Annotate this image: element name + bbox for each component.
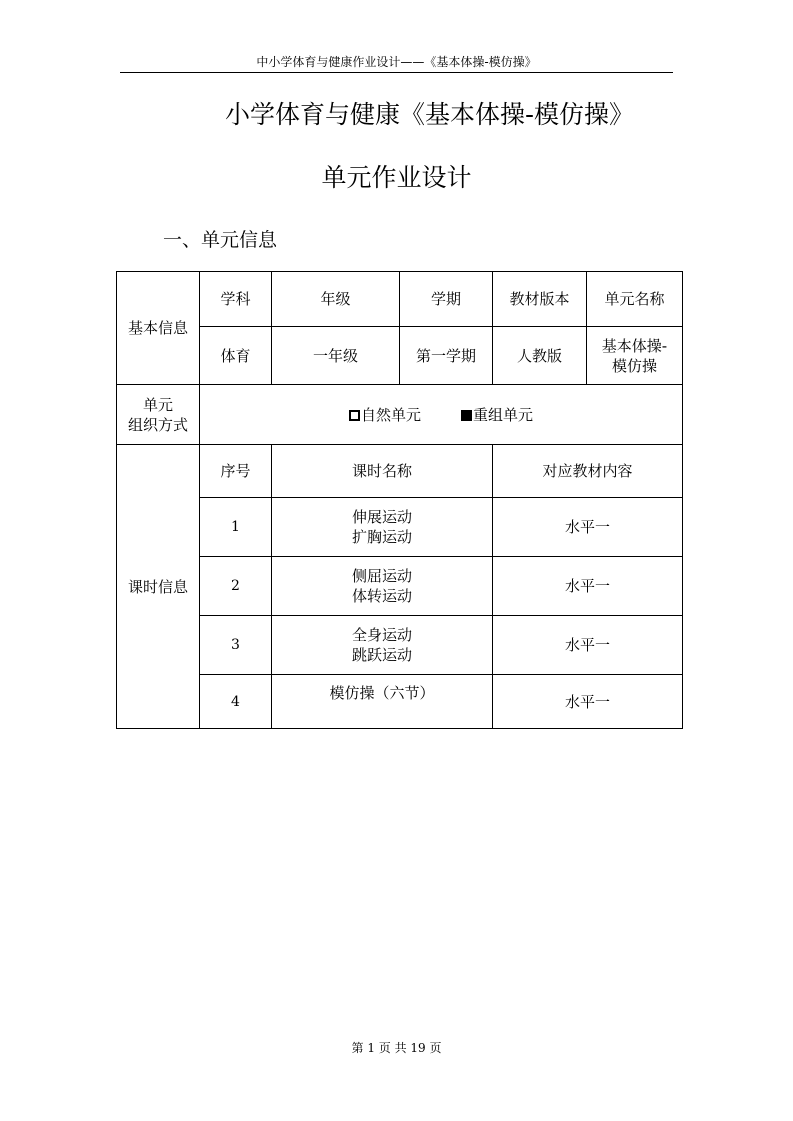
- unit-name-line: 基本体操-: [601, 336, 668, 355]
- empty-checkbox-icon: [349, 410, 360, 421]
- lesson-no: 2: [200, 557, 272, 616]
- lesson-name: [272, 616, 493, 675]
- org-option-label: 自然单元: [360, 405, 421, 424]
- lesson-content: 水平一: [493, 675, 683, 729]
- unit-info-table: [116, 271, 683, 729]
- lesson-name: [272, 498, 493, 557]
- org-option-natural-unit: [349, 406, 421, 424]
- lesson-no: 3: [200, 616, 272, 675]
- document-title-line2: 单元作业设计: [321, 163, 472, 192]
- lesson-name-line: 伸展运动: [351, 508, 412, 526]
- section-heading-unit-info: 一、单元信息: [163, 229, 278, 251]
- value-semester: 第一学期: [400, 327, 493, 385]
- header-semester: 学期: [400, 272, 493, 327]
- org-option-regrouped-unit: [461, 406, 533, 424]
- table-row: [117, 675, 683, 729]
- org-label-line: 组织方式: [127, 415, 188, 434]
- lesson-name-line: 体转运动: [351, 587, 412, 605]
- lesson-content: 水平一: [493, 498, 683, 557]
- lesson-content: 水平一: [493, 557, 683, 616]
- page-header: 中小学体育与健康作业设计——《基本体操-模仿操》: [120, 52, 673, 73]
- table-row: [117, 616, 683, 675]
- lesson-name-line: 侧屈运动: [351, 567, 412, 585]
- lesson-name-line: 跳跃运动: [351, 646, 412, 664]
- value-textbook-edition: 人教版: [493, 327, 587, 385]
- value-subject: 体育: [200, 327, 272, 385]
- lesson-name-line: 全身运动: [351, 626, 412, 644]
- lesson-header-no: 序号: [200, 445, 272, 498]
- lesson-no: 1: [200, 498, 272, 557]
- header-grade: 年级: [272, 272, 400, 327]
- header-textbook-edition: 教材版本: [493, 272, 587, 327]
- org-label-line: 单元: [142, 395, 173, 414]
- lesson-header-name: 课时名称: [272, 445, 493, 498]
- lesson-info-label: 课时信息: [117, 445, 200, 729]
- page-footer: 第 1 页 共 19 页: [351, 1041, 442, 1055]
- lesson-no: 4: [200, 675, 272, 729]
- basic-info-label: 基本信息: [117, 272, 200, 385]
- lesson-header-content: 对应教材内容: [493, 445, 683, 498]
- org-method-options: [200, 385, 683, 445]
- header-unit-name: 单元名称: [587, 272, 683, 327]
- header-subject: 学科: [200, 272, 272, 327]
- lesson-content: 水平一: [493, 616, 683, 675]
- lesson-name-line: 模仿操（六节）: [329, 684, 435, 702]
- lesson-name-line: 扩胸运动: [351, 528, 412, 546]
- lesson-name: [272, 675, 493, 729]
- table-row: [117, 498, 683, 557]
- table-row: [117, 557, 683, 616]
- value-unit-name: [587, 327, 683, 385]
- org-method-label: [117, 385, 200, 445]
- value-grade: 一年级: [272, 327, 400, 385]
- document-title-line1: 小学体育与健康《基本体操-模仿操》: [224, 100, 635, 129]
- org-option-label: 重组单元: [473, 405, 534, 424]
- unit-name-line: 模仿操: [611, 356, 657, 375]
- lesson-name: [272, 557, 493, 616]
- filled-checkbox-icon: [461, 410, 472, 421]
